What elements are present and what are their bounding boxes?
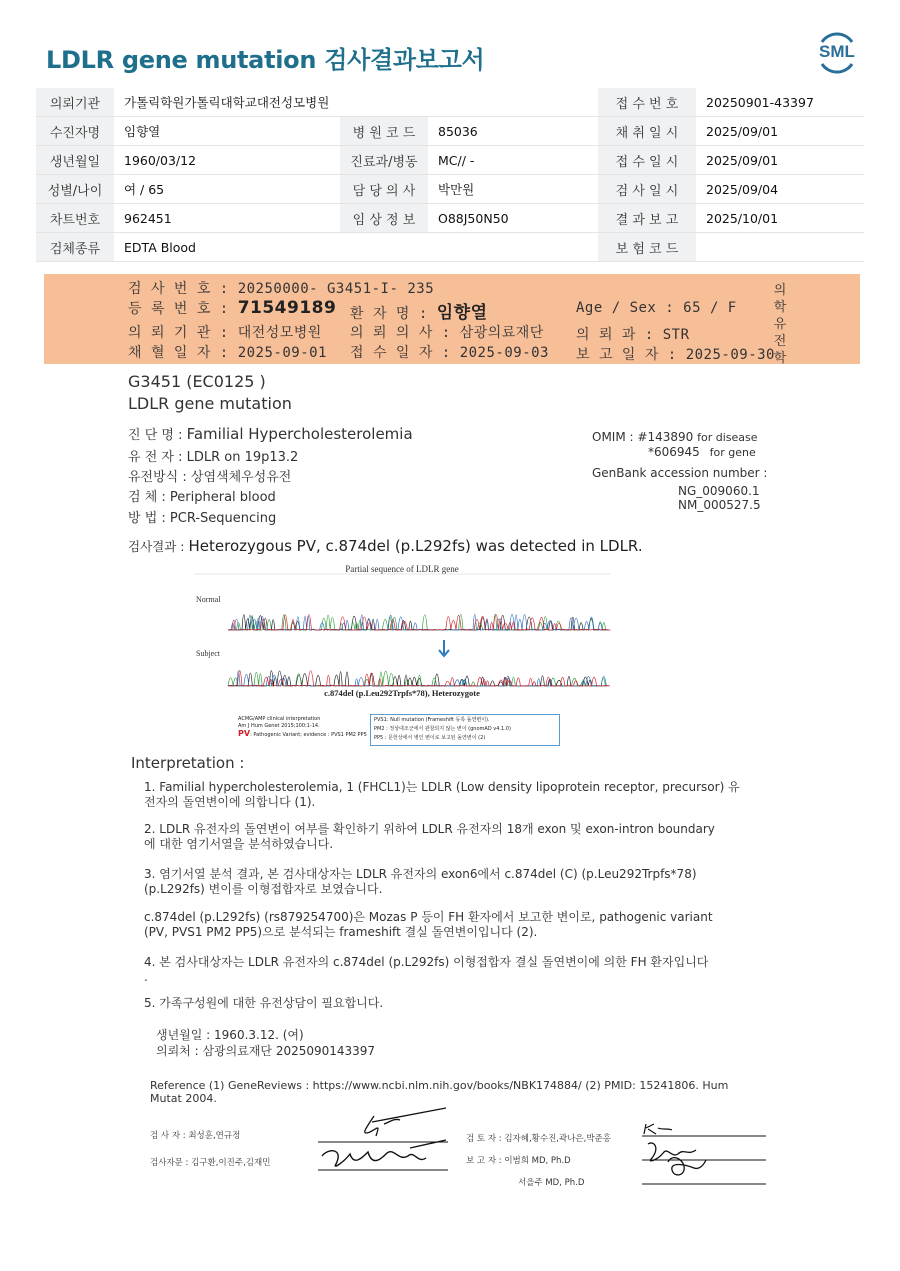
label-patient-name: 수진자명 [36, 117, 114, 146]
method-row: 방 법 : PCR-Sequencing [128, 511, 277, 526]
table-row [36, 204, 864, 233]
table-row [36, 233, 864, 262]
value-chart-no: 962451 [114, 204, 340, 233]
value-receipt-date: 2025/09/01 [696, 146, 864, 175]
subject-label: Subject [196, 649, 220, 658]
requester-line: 의뢰처 : 삼광의료재단 2025090143397 [156, 1044, 376, 1058]
value-birthdate: 1960/03/12 [114, 146, 340, 175]
specimen-row: 검 체 : Peripheral blood [128, 490, 276, 505]
advisor-row: 검사자문 : 김구환,이진주,김재민 [150, 1158, 271, 1168]
logo-text: SML [819, 42, 855, 61]
band-req-doc: 의 뢰 의 사 : 삼광의료재단 [350, 325, 544, 341]
omim-gene: *606945 for gene [648, 445, 756, 459]
value-result-report: 2025/10/01 [696, 204, 864, 233]
figure-caption: c.874del (p.Leu292Trpfs*78), Heterozygote [324, 688, 480, 698]
reporter-row: 보 고 자 : 이범희 MD, Ph.D [466, 1156, 571, 1166]
value-specimen-type: EDTA Blood [114, 233, 598, 262]
band-age-sex: Age / Sex : 65 / F [576, 300, 737, 316]
value-doctor: 박만원 [428, 175, 598, 204]
value-department: MC// - [428, 146, 598, 175]
band-department-vertical: 의학유전학 [773, 283, 787, 366]
result-row: 검사결과 : Heterozygous PV, c.874del (p.L292fs) was detected in LDLR. [128, 537, 643, 555]
band-req-org: 의 뢰 기 관 : 대전성모병원 [128, 325, 322, 341]
value-insurance-code [696, 233, 864, 262]
table-row [36, 146, 864, 175]
band-patient: 환 자 명 : 임향열 [350, 303, 488, 323]
label-receipt-no: 접 수 번 호 [598, 88, 696, 117]
acmg-interpretation [238, 714, 568, 746]
band-receipt-date: 접 수 일 자 : 2025-09-03 [350, 345, 549, 361]
label-hospital-code: 병 원 코 드 [340, 117, 428, 146]
label-sex-age: 성별/나이 [36, 175, 114, 204]
value-requesting-org: 가톨릭학원가톨릭대학교대전성모병원 [114, 88, 598, 117]
label-chart-no: 차트번호 [36, 204, 114, 233]
value-test-date: 2025/09/04 [696, 175, 864, 204]
inheritance-row: 유전방식 : 상염색체우성유전 [128, 470, 292, 485]
interpretation-title: Interpretation : [131, 754, 245, 772]
band-collect-date: 채 혈 일 자 : 2025-09-01 [128, 345, 327, 361]
label-collection-date: 채 취 일 시 [598, 117, 696, 146]
label-specimen-type: 검체종류 [36, 233, 114, 262]
value-hospital-code: 85036 [428, 117, 598, 146]
genbank-1: NG_009060.1 [678, 484, 760, 498]
signature-tester [314, 1106, 454, 1176]
omim-disease: OMIM : #143890 for disease [592, 430, 758, 444]
band-reg-no: 등 록 번 호 : 71549189 [128, 298, 337, 318]
label-birthdate: 생년월일 [36, 146, 114, 175]
sequence-chromatogram [192, 562, 612, 722]
report-title: LDLR gene mutation 검사결과보고서 [46, 46, 485, 74]
birth-line: 생년월일 : 1960.3.12. (여) [156, 1028, 304, 1042]
paragraph-2: 2. LDLR 유전자의 돌연변이 여부를 확인하기 위하여 LDLR 유전자의 18개 exon 및 exon-intron boundary 에 대한 염기서열을 분석하였습니다. [144, 822, 715, 851]
label-clinical-info: 임 상 정 보 [340, 204, 428, 233]
gene-row: 유 전 자 : LDLR on 19p13.2 [128, 450, 299, 465]
band-report-date: 보 고 일 자 : 2025-09-30 [576, 347, 775, 363]
value-receipt-no: 20250901-43397 [696, 88, 864, 117]
acmg-line2: Am J Hum Genet 2015;100:1-14. [238, 723, 320, 729]
paragraph-3: 3. 염기서열 분석 결과, 본 검사대상자는 LDLR 유전자의 exon6에서 c.874del (C) (p.Leu292Trpfs*78) (p.L292fs) 변이를 이형접합자로 보였습니다. [144, 867, 697, 896]
variant-arrow-icon [439, 640, 449, 656]
paragraph-5: 5. 가족구성원에 대한 유전상담이 필요합니다. [144, 996, 384, 1010]
label-doctor: 담 당 의 사 [340, 175, 428, 204]
paragraph-3b: c.874del (p.L292fs) (rs879254700)은 Mozas P 등이 FH 환자에서 보고한 변이로, pathogenic variant (PV, PVS1 PM2 PP5)으로 분석되는 frameshift 결실 돌연변이입니다 (2). [144, 910, 713, 939]
value-collection-date: 2025/09/01 [696, 117, 864, 146]
acmg-criteria-box: PVS1: Null mutation (Frameshift 등록 돌연변이). PM2 : 정상대조군에서 관찰되지 않는 변이 (gnomAD v4.1.0) PP5 : 문헌상에서 병인 변이로 보고된 돌연변이 (2) [370, 714, 560, 746]
table-row [36, 88, 864, 117]
subject-trace [228, 671, 610, 687]
scanned-report [44, 270, 860, 1225]
label-result-report: 결 과 보 고 [598, 204, 696, 233]
label-receipt-date: 접 수 일 시 [598, 146, 696, 175]
table-row [36, 117, 864, 146]
label-test-date: 검 사 일 시 [598, 175, 696, 204]
figure-title: Partial sequence of LDLR gene [345, 564, 459, 574]
diagnosis-row: 진 단 명 : Familial Hypercholesterolemia [128, 425, 413, 443]
genbank-label: GenBank accession number : [592, 466, 768, 480]
value-clinical-info: O88J50N50 [428, 204, 598, 233]
acmg-line1: ACMG/AMP clinical interpretation [238, 716, 321, 722]
reporter2-row: 서을주 MD, Ph.D [518, 1178, 585, 1188]
normal-trace [228, 614, 610, 630]
acmg-pv: PV: Pathogenic Variant; evidence : PVS1 PM2 PP5 [238, 729, 367, 738]
band-req-dept: 의 뢰 과 : STR [576, 327, 690, 343]
reference: Reference (1) GeneReviews : https://www.ncbi.nlm.nih.gov/books/NBK174884/ (2) PMID: 15241806. Hum Mutat 2004. [150, 1079, 729, 1105]
label-department: 진료과/병동 [340, 146, 428, 175]
label-requesting-org: 의뢰기관 [36, 88, 114, 117]
normal-label: Normal [196, 595, 221, 604]
chromatogram-trace-line [228, 614, 608, 630]
signature-reviewer [638, 1118, 768, 1188]
paragraph-1: 1. Familial hypercholesterolemia, 1 (FHCL1)는 LDLR (Low density lipoprotein receptor, precursor) 유 전자의 돌연변이에 의합니다 (1). [144, 780, 740, 809]
table-row [36, 175, 864, 204]
value-patient-name: 임향열 [114, 117, 340, 146]
test-code: G3451 (EC0125 ) [128, 372, 266, 391]
patient-info-table [36, 88, 864, 262]
label-insurance-code: 보 험 코 드 [598, 233, 696, 262]
genbank-2: NM_000527.5 [678, 498, 761, 512]
reviewer-row: 검 토 자 : 김자혜,황수진,곽나은,박준홍 [466, 1134, 611, 1144]
band-test-no: 검 사 번 호 : 20250000- G3451-I- 235 [128, 281, 435, 297]
test-name: LDLR gene mutation [128, 394, 292, 413]
tester-row: 검 사 자 : 최성훈,연규정 [150, 1131, 241, 1141]
value-sex-age: 여 / 65 [114, 175, 340, 204]
paragraph-4: 4. 본 검사대상자는 LDLR 유전자의 c.874del (p.L292fs) 이형접합자 결실 돌연변이에 의한 FH 환자입니다 . [144, 955, 709, 984]
sml-logo [814, 30, 860, 76]
report-header-band [44, 274, 860, 364]
